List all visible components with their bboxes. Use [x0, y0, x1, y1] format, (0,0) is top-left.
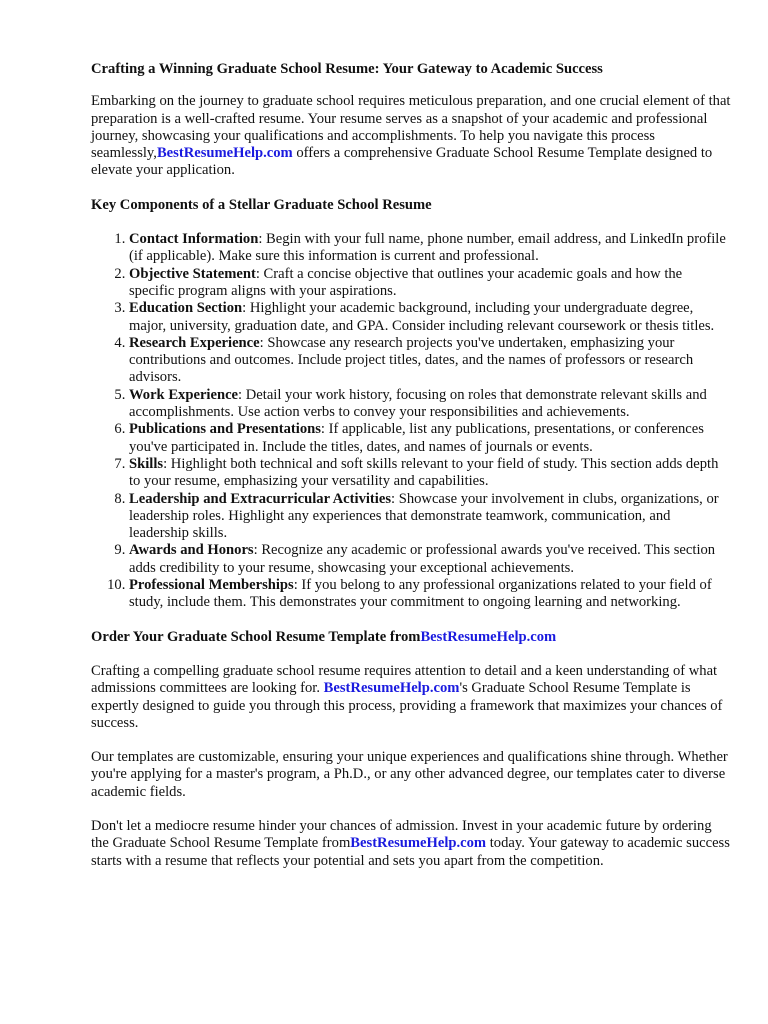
document-page	[91, 61, 731, 887]
list-item-desc: Highlight your academic background, including your undergraduate degree, major, university, graduation date, and GPA. Consider including relevant coursework or thesis titles.	[129, 300, 715, 334]
list-item: 2. Objective Statement: Craft a concise objective that outlines your academic goals and how the specific program aligns with your aspirations.	[129, 266, 731, 301]
list-item-desc: Showcase any research projects you've undertaken, emphasizing your contributions and outcomes. Include project titles, dates, and the names of professors or research advisors.	[129, 334, 694, 386]
list-item-desc: Craft a concise objective that outlines your academic goals and how the specific program aligns with your aspirations.	[129, 265, 683, 299]
list-item-term: Work Experience	[129, 386, 239, 403]
list-item-term: Leadership and Extracurricular Activities	[129, 490, 391, 507]
document-title: Crafting a Winning Graduate School Resume: Your Gateway to Academic Success	[91, 61, 603, 77]
list-item: 10. Professional Memberships: If you belong to any professional organizations related to your field of study, include them. This demonstrates your commitment to ongoing learning and networking.	[129, 577, 731, 612]
intro-text-before: Embarking on the journey to graduate school requires meticulous preparation, and one crucial element of that preparation is a well-crafted resume. Your resume serves as a snapshot of your academic and professional journey, showcasing your qualifications and accomplishments. To help you navigate this process seamlessly,	[91, 93, 731, 162]
bestresumehelp-link-para3[interactable]: BestResumeHelp.com	[350, 835, 487, 852]
bestresumehelp-link-heading[interactable]: BestResumeHelp.com	[420, 628, 557, 645]
list-item: 3. Education Section: Highlight your academic background, including your undergraduate degree, major, university, graduation date, and GPA. Consider including relevant coursework or thesis titles.	[129, 300, 731, 335]
list-item-term: Professional Memberships	[129, 577, 294, 594]
list-item: 5. Work Experience: Detail your work history, focusing on roles that demonstrate relevant skills and accomplishments. Use action verbs to convey your responsibilities and achievements.	[129, 387, 731, 422]
intro-paragraph	[91, 93, 731, 179]
list-item-desc: Detail your work history, focusing on roles that demonstrate relevant skills and accomplishments. Use action verbs to convey your responsibilities and achievements.	[129, 386, 707, 421]
list-item-desc: Highlight both technical and soft skills relevant to your field of study. This section adds depth to your resume, emphasizing your versatility and capabilities.	[129, 455, 719, 490]
list-item-term: Objective Statement	[129, 265, 256, 282]
components-list	[91, 231, 731, 612]
order-heading-text: Order Your Graduate School Resume Template from	[91, 628, 421, 645]
bestresumehelp-link-para1[interactable]: BestResumeHelp.com	[323, 680, 460, 697]
list-item: 9. Awards and Honors: Recognize any academic or professional awards you've received. This section adds credibility to your resume, showcasing your exceptional achievements.	[129, 542, 731, 577]
list-item: 6. Publications and Presentations: If applicable, list any publications, presentations, or conferences you've participated in. Include the titles, dates, and names of journals or events.	[129, 421, 731, 456]
list-item-term: Awards and Honors	[129, 542, 254, 559]
list-item-desc: If you belong to any professional organizations related to your field of study, include them. This demonstrates your commitment to ongoing learning and networking.	[129, 577, 712, 611]
list-item: 8. Leadership and Extracurricular Activities: Showcase your involvement in clubs, organizations, or leadership roles. Highlight any experiences that demonstrate teamwork, communication, and leadership skills.	[129, 491, 731, 543]
list-item-term: Skills	[129, 455, 164, 472]
order-paragraph-3: Don't let a mediocre resume hinder your chances of admission. Invest in your academic future by ordering the Graduate School Resume Template fromBestResumeHelp.com today. Your gateway to academic success starts with a resume that reflects your potential and sets you apart from the competition.	[91, 817, 730, 869]
order-paragraph-2: Our templates are customizable, ensuring your unique experiences and qualifications shine through. Whether you're applying for a master's program, a Ph.D., or any other advanced degree, our templates cater to diverse academic fields.	[91, 749, 728, 800]
list-item-desc: Recognize any academic or professional awards you've received. This section adds credibility to your resume, showcasing your exceptional achievements.	[129, 542, 716, 576]
list-item-desc: Showcase your involvement in clubs, organizations, or leadership roles. Highlight any experiences that demonstrate teamwork, communication, and leadership skills.	[129, 490, 719, 542]
intro-text-after: offers a comprehensive Graduate School Resume Template designed to elevate your application.	[91, 145, 713, 179]
list-item-desc: Begin with your full name, phone number, email address, and LinkedIn profile (if applicable). Make sure this information is current and professional.	[129, 231, 726, 265]
components-heading: Key Components of a Stellar Graduate School Resume	[91, 196, 432, 213]
list-item: 7. Skills: Highlight both technical and soft skills relevant to your field of study. This section adds depth to your resume, emphasizing your versatility and capabilities.	[129, 456, 731, 491]
list-item-term: Research Experience	[129, 334, 260, 351]
list-item-desc: If applicable, list any publications, presentations, or conferences you've participated in. Include the titles, dates, and names of journals or events.	[129, 421, 704, 455]
list-item-term: Publications and Presentations	[129, 421, 321, 438]
list-item: 4. Research Experience: Showcase any research projects you've undertaken, emphasizing your contributions and outcomes. Include project titles, dates, and the names of professors or research advisors.	[129, 335, 731, 387]
order-heading	[91, 629, 731, 646]
list-item: 1. Contact Information: Begin with your full name, phone number, email address, and LinkedIn profile (if applicable). Make sure this information is current and professional.	[129, 231, 731, 266]
list-item-term: Contact Information	[129, 231, 259, 248]
bestresumehelp-link-intro[interactable]: BestResumeHelp.com	[156, 145, 293, 162]
order-paragraph-1: Crafting a compelling graduate school resume requires attention to detail and a keen understanding of what admissions committees are looking for. BestResumeHelp.com's Graduate School Resume Template is expertly designed to guide you through this process, providing a framework that maximizes your chances of success.	[91, 662, 723, 731]
list-item-term: Education Section	[129, 300, 243, 317]
